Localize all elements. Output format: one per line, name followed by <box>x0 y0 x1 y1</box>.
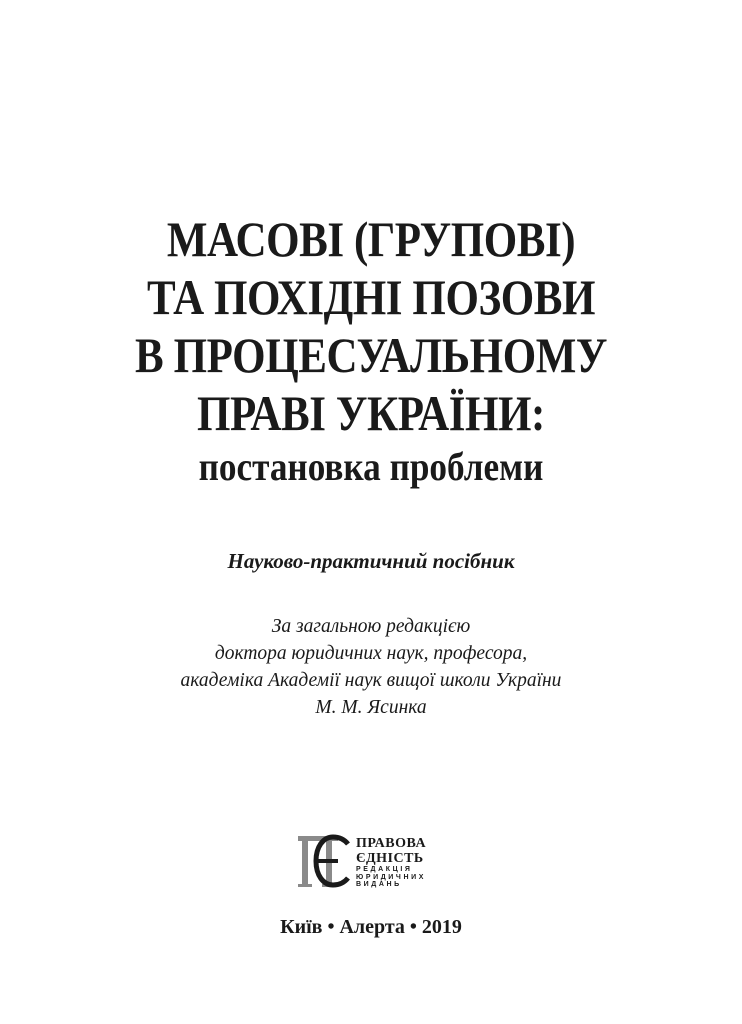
book-genre: Науково-практичний посібник <box>227 549 515 573</box>
logo-sub-line-1: РЕДАКЦІЯ <box>356 866 413 873</box>
pravova-yednist-logo-icon <box>296 830 354 892</box>
editor-line-3: академіка Академії наук вищої школи України <box>180 670 562 691</box>
editor-line-2: доктора юридичних наук, професора, <box>214 643 528 664</box>
title-line-1: МАСОВІ (ГРУПОВІ) <box>166 211 576 267</box>
title-line-3: В ПРОЦЕСУАЛЬНОМУ <box>135 327 607 383</box>
logo-sub-line-3: ВИДАНЬ <box>356 881 402 888</box>
editor-credit <box>0 613 742 721</box>
book-title <box>0 210 742 492</box>
editor-line-4: М. М. Ясинка <box>315 697 427 718</box>
logo-name-line-2: ЄДНІСТЬ <box>356 851 424 866</box>
publisher-logo-text <box>356 836 426 889</box>
title-line-4: ПРАВІ УКРАЇНИ: <box>197 385 545 441</box>
logo-name-line-1: ПРАВОВА <box>356 836 427 851</box>
title-line-2: ТА ПОХІДНІ ПОЗОВИ <box>146 269 596 325</box>
editor-line-1: За загальною редакцією <box>271 616 471 637</box>
imprint: Київ • Алерта • 2019 <box>280 916 462 938</box>
publisher-logo <box>296 830 456 892</box>
book-subtitle: постановка проблеми <box>198 444 544 489</box>
logo-sub-line-2: ЮРИДИЧНИХ <box>356 873 427 881</box>
